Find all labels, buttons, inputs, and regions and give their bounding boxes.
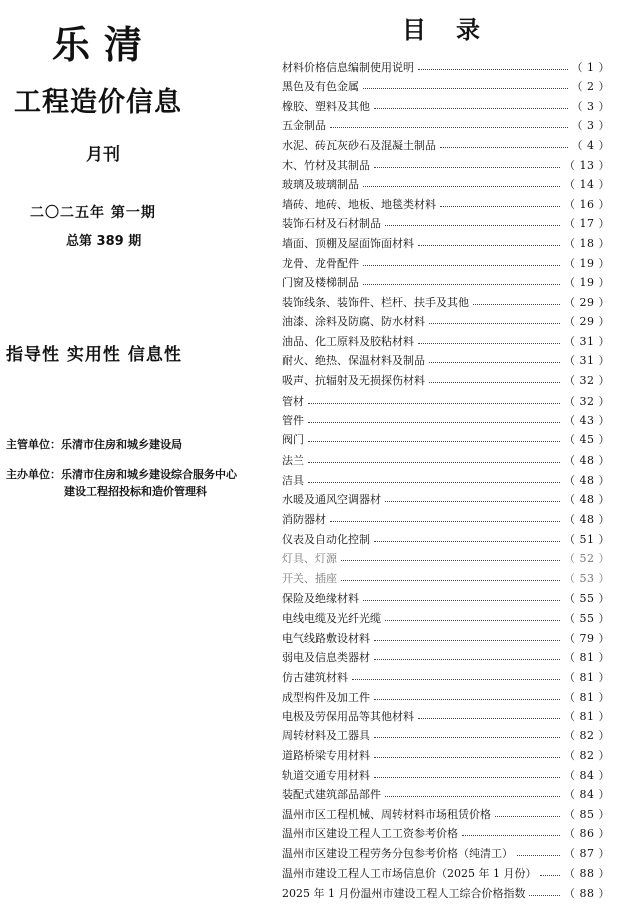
toc-item-label: 道路桥梁专用材料 [282, 749, 370, 762]
toc-item-page: （ 4 ） [571, 139, 610, 152]
toc-leader-dots [374, 659, 560, 660]
toc-leader-dots [517, 855, 560, 856]
toc-item [282, 451, 610, 469]
toc-item-page: （ 31 ） [564, 354, 610, 367]
toc-item-label: 电线电缆及光纤光缆 [282, 612, 381, 625]
toc-leader-dots [418, 245, 560, 246]
toc-item-page: （ 17 ） [564, 217, 610, 230]
toc-item-label: 温州市区建设工程劳务分包参考价格（纯清工） [282, 847, 513, 860]
toc-leader-dots [363, 284, 560, 285]
toc-item-label: 保险及绝缘材料 [282, 592, 359, 605]
toc-item [282, 392, 610, 410]
toc-item-page: （ 79 ） [564, 632, 610, 645]
toc-item-page: （ 1 ） [571, 61, 610, 74]
toc-leader-dots [385, 796, 560, 797]
toc-leader-dots [418, 343, 560, 344]
toc-item [282, 648, 610, 666]
toc-item-page: （ 19 ） [564, 257, 610, 270]
toc-item-label: 电气线路敷设材料 [282, 632, 370, 645]
toc-item [282, 471, 610, 489]
toc-leader-dots [363, 265, 560, 266]
toc-item-page: （ 82 ） [564, 749, 610, 762]
toc-leader-dots [385, 620, 560, 621]
toc-item-page: （ 43 ） [564, 414, 610, 427]
toc-leader-dots [330, 521, 560, 522]
toc-item [282, 844, 610, 862]
toc-leader-dots [374, 541, 560, 542]
toc-item-page: （ 29 ） [564, 315, 610, 328]
toc-item-page: （ 48 ） [564, 474, 610, 487]
toc-item-page: （ 86 ） [564, 827, 610, 840]
toc-item-label: 电极及劳保用品等其他材料 [282, 710, 414, 723]
toc-item-label: 消防器材 [282, 513, 326, 526]
toc-leader-dots [529, 895, 560, 896]
toc-item-label: 洁具 [282, 474, 304, 487]
toc-item-label: 墙面、顶棚及屋面饰面材料 [282, 237, 414, 250]
toc-item-label: 五金制品 [282, 119, 326, 132]
toc-item [282, 411, 610, 429]
toc-item-label: 轨道交通专用材料 [282, 769, 370, 782]
toc-leader-dots [374, 699, 560, 700]
toc-leader-dots [462, 835, 560, 836]
toc-item-label: 水泥、砖瓦灰砂石及混凝土制品 [282, 139, 436, 152]
toc-item-page: （ 18 ） [564, 237, 610, 250]
toc-leader-dots [308, 422, 560, 423]
toc-item-label: 管件 [282, 414, 304, 427]
toc-item [282, 116, 610, 134]
toc-item-label: 吸声、抗辐射及无损探伤材料 [282, 374, 425, 387]
toc-item [282, 214, 610, 232]
toc-item-page: （ 48 ） [564, 454, 610, 467]
toc-leader-dots [429, 323, 560, 324]
toc-item-page: （ 81 ） [564, 651, 610, 664]
toc-item-page: （ 81 ） [564, 691, 610, 704]
toc-item [282, 864, 610, 882]
toc-item [282, 726, 610, 744]
toc-item [282, 97, 610, 115]
toc-item-label: 灯具、灯源 [282, 552, 337, 565]
toc-item-page: （ 3 ） [571, 119, 610, 132]
toc-leader-dots [385, 225, 560, 226]
toc-leader-dots [473, 304, 560, 305]
toc-item [282, 430, 610, 448]
toc-item-page: （ 32 ） [564, 374, 610, 387]
toc-item [282, 77, 610, 95]
toc-item-label: 装饰石材及石材制品 [282, 217, 381, 230]
toc-item-label: 木、竹材及其制品 [282, 159, 370, 172]
toc-item-label: 开关、插座 [282, 572, 337, 585]
toc-leader-dots [385, 501, 560, 502]
toc-item [282, 351, 610, 369]
toc-item [282, 549, 610, 567]
toc-item-label: 成型构件及加工件 [282, 691, 370, 704]
toc-item-label: 温州市区建设工程人工工资参考价格 [282, 827, 458, 840]
toc-item-page: （ 48 ） [564, 493, 610, 506]
toc-item-label: 黑色及有色金属 [282, 80, 359, 93]
toc-item-page: （ 52 ） [564, 552, 610, 565]
toc-leader-dots [308, 403, 560, 404]
toc-item-label: 装配式建筑部品部件 [282, 788, 381, 801]
toc-item [282, 707, 610, 725]
toc-item [282, 884, 610, 902]
toc-item-label: 温州市建设工程人工市场信息价（2025 年 1 月份） [282, 867, 537, 880]
toc-leader-dots [374, 777, 560, 778]
toc-item [282, 668, 610, 686]
toc-item-page: （ 2 ） [571, 80, 610, 93]
organizing-unit-line-2: 建设工程招投标和造价管理科 [64, 485, 207, 498]
toc-leader-dots [440, 206, 560, 207]
toc-item-page: （ 85 ） [564, 808, 610, 821]
toc-leader-dots [308, 482, 560, 483]
toc-leader-dots [418, 718, 560, 719]
toc-item [282, 490, 610, 508]
toc-item-page: （ 3 ） [571, 100, 610, 113]
toc-item-page: （ 88 ） [564, 887, 610, 900]
toc-item [282, 293, 610, 311]
city-name: 乐清 [52, 23, 157, 67]
toc-item-page: （ 55 ） [564, 612, 610, 625]
toc-item-label: 墙砖、地砖、地板、地毯类材料 [282, 198, 436, 211]
cover-panel [0, 0, 270, 905]
toc-item [282, 589, 610, 607]
toc-item [282, 58, 610, 76]
toc-item-label: 装饰线条、装饰件、栏杆、扶手及其他 [282, 296, 469, 309]
toc-leader-dots [308, 462, 560, 463]
slogan: 指导性 实用性 信息性 [6, 345, 182, 365]
toc-item-label: 材料价格信息编制使用说明 [282, 61, 414, 74]
toc-item-page: （ 88 ） [564, 867, 610, 880]
toc-item [282, 688, 610, 706]
toc-item-page: （ 84 ） [564, 769, 610, 782]
toc-item-label: 弱电及信息类器材 [282, 651, 370, 664]
magazine-title: 工程造价信息 [14, 87, 182, 118]
toc-item-label: 2025 年 1 月份温州市建设工程人工综合价格指数 [282, 887, 526, 900]
toc-leader-dots [540, 875, 560, 876]
toc-item-label: 温州市区工程机械、周转材料市场租赁价格 [282, 808, 491, 821]
toc-item-page: （ 31 ） [564, 335, 610, 348]
total-issue-number: 总第 389 期 [66, 234, 142, 249]
toc-item [282, 530, 610, 548]
toc-leader-dots [308, 441, 560, 442]
toc-leader-dots [374, 108, 568, 109]
toc-item [282, 332, 610, 350]
toc-item [282, 234, 610, 252]
toc-item-page: （ 45 ） [564, 433, 610, 446]
toc-item-page: （ 82 ） [564, 729, 610, 742]
toc-item-label: 油品、化工原料及胶粘材料 [282, 335, 414, 348]
toc-item-label: 阀门 [282, 433, 304, 446]
toc-leader-dots [363, 88, 568, 89]
toc-leader-dots [363, 600, 560, 601]
toc-title: 目录 [402, 16, 510, 44]
publication-frequency: 月刊 [86, 145, 120, 165]
toc-item [282, 254, 610, 272]
toc-item-page: （ 51 ） [564, 533, 610, 546]
toc-item-label: 周转材料及工器具 [282, 729, 370, 742]
toc-leader-dots [429, 382, 560, 383]
toc-item [282, 510, 610, 528]
toc-item-label: 管材 [282, 395, 304, 408]
toc-item [282, 569, 610, 587]
toc-item [282, 175, 610, 193]
toc-item [282, 136, 610, 154]
toc-item [282, 746, 610, 764]
toc-item [282, 629, 610, 647]
toc-item [282, 785, 610, 803]
toc-item [282, 312, 610, 330]
toc-item [282, 805, 610, 823]
toc-item-label: 玻璃及玻璃制品 [282, 178, 359, 191]
toc-leader-dots [341, 580, 560, 581]
toc-item-page: （ 16 ） [564, 198, 610, 211]
toc-leader-dots [440, 147, 568, 148]
toc-item-label: 法兰 [282, 454, 304, 467]
toc-item-page: （ 81 ） [564, 671, 610, 684]
toc-leader-dots [374, 640, 560, 641]
toc-item [282, 273, 610, 291]
toc-item [282, 195, 610, 213]
toc-item-label: 门窗及楼梯制品 [282, 276, 359, 289]
toc-leader-dots [374, 737, 560, 738]
toc-item-page: （ 84 ） [564, 788, 610, 801]
toc-item-page: （ 29 ） [564, 296, 610, 309]
toc-item-page: （ 14 ） [564, 178, 610, 191]
toc-item-label: 耐火、绝热、保温材料及制品 [282, 354, 425, 367]
toc-leader-dots [418, 69, 568, 70]
toc-item [282, 766, 610, 784]
toc-item-label: 水暖及通风空调器材 [282, 493, 381, 506]
toc-item [282, 609, 610, 627]
organizing-unit-line-1: 主办单位：乐清市住房和城乡建设综合服务中心 [6, 468, 237, 481]
toc-item [282, 371, 610, 389]
toc-leader-dots [374, 167, 560, 168]
toc-item-label: 橡胶、塑料及其他 [282, 100, 370, 113]
toc-item-label: 仪表及自动化控制 [282, 533, 370, 546]
toc-item-page: （ 48 ） [564, 513, 610, 526]
toc-item [282, 156, 610, 174]
toc-item-page: （ 53 ） [564, 572, 610, 585]
toc-item-page: （ 19 ） [564, 276, 610, 289]
toc-item-label: 龙骨、龙骨配件 [282, 257, 359, 270]
toc-item-label: 仿古建筑材料 [282, 671, 348, 684]
toc-leader-dots [495, 816, 560, 817]
toc-leader-dots [429, 362, 560, 363]
issue-number: 二〇二五年 第一期 [30, 205, 156, 221]
toc-leader-dots [363, 186, 560, 187]
toc-leader-dots [330, 127, 568, 128]
toc-item-page: （ 13 ） [564, 159, 610, 172]
organizing-unit [6, 466, 237, 500]
toc-item-page: （ 87 ） [564, 847, 610, 860]
toc-leader-dots [352, 679, 560, 680]
toc-item-label: 油漆、涂料及防腐、防水材料 [282, 315, 425, 328]
toc-item-page: （ 81 ） [564, 710, 610, 723]
toc-item-page: （ 32 ） [564, 395, 610, 408]
toc-leader-dots [341, 560, 560, 561]
supervising-unit: 主管单位：乐清市住房和城乡建设局 [6, 438, 182, 451]
toc-leader-dots [374, 757, 560, 758]
toc-item [282, 824, 610, 842]
toc-item-page: （ 55 ） [564, 592, 610, 605]
